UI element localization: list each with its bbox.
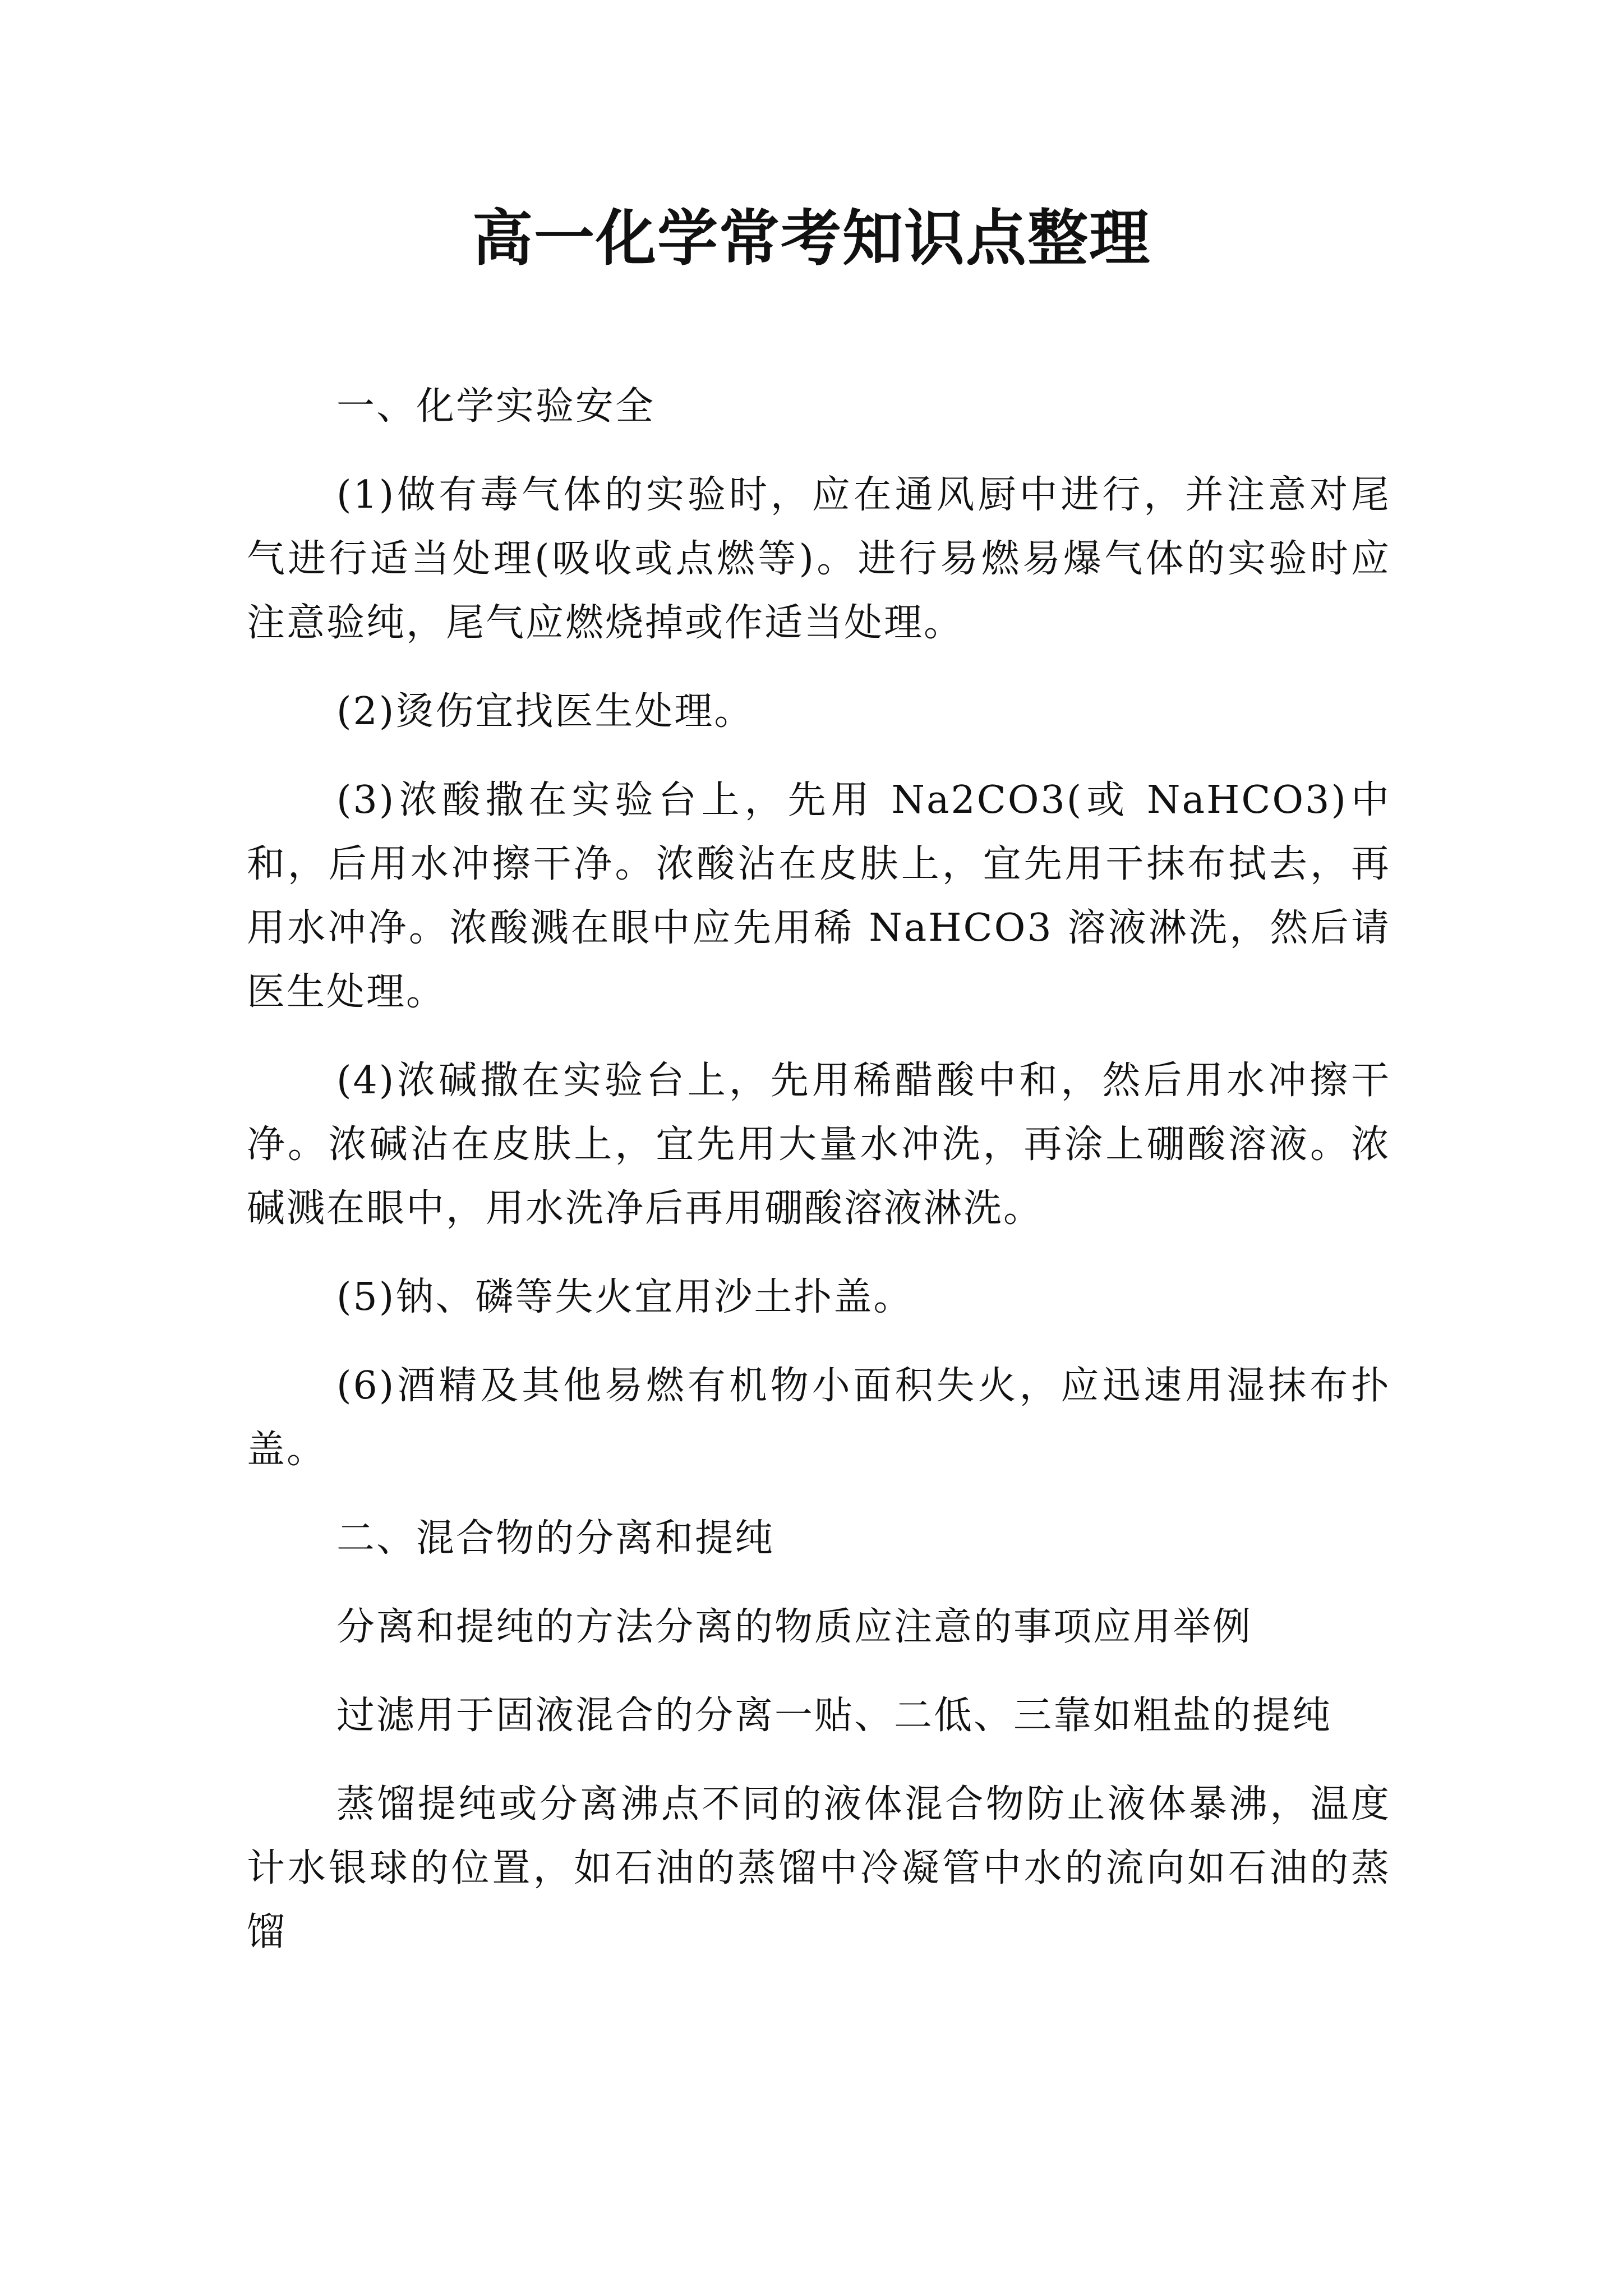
section-heading-separation: 二、混合物的分离和提纯 xyxy=(336,1516,775,1561)
document-title: 高一化学常考知识点整理 xyxy=(472,203,1151,274)
section-heading-lab-safety: 一、化学实验安全 xyxy=(336,384,656,429)
paragraph-filtration: 过滤用于固液混合的分离一贴、二低、三靠如粗盐的提纯 xyxy=(336,1694,1332,1738)
paragraph-burns: (2)烫伤宜找医生处理。 xyxy=(336,689,754,734)
paragraph-toxic-gas: (1)做有毒气体的实验时，应在通风厨中进行，并注意对尾气进行适当处理(吸收或点燃等)。进行易燃易爆气体的实验时应注意验纯，尾气应燃烧掉或作适当处理。 xyxy=(247,473,1391,645)
paragraph-alcohol-fire: (6)酒精及其他易燃有机物小面积失火，应迅速用湿抹布扑盖。 xyxy=(247,1364,1391,1472)
paragraph-acid-spill: (3)浓酸撒在实验台上，先用 Na2CO3(或 NaHCO3)中和，后用水冲擦干净。浓酸沾在皮肤上，宜先用干抹布拭去，再用水冲净。浓酸溅在眼中应先用稀 NaHCO3 溶液淋洗，然后请医生处理。 xyxy=(247,778,1391,1014)
document-body xyxy=(247,375,1391,1989)
paragraph-table-header: 分离和提纯的方法分离的物质应注意的事项应用举例 xyxy=(336,1605,1253,1649)
paragraph-alkali-spill: (4)浓碱撒在实验台上，先用稀醋酸中和，然后用水冲擦干净。浓碱沾在皮肤上，宜先用大量水冲洗，再涂上硼酸溶液。浓碱溅在眼中，用水洗净后再用硼酸溶液淋洗。 xyxy=(247,1059,1391,1231)
paragraph-distillation: 蒸馏提纯或分离沸点不同的液体混合物防止液体暴沸，温度计水银球的位置，如石油的蒸馏中冷凝管中水的流向如石油的蒸馏 xyxy=(247,1782,1391,1954)
paragraph-sodium-phosphorus-fire: (5)钠、磷等失火宜用沙土扑盖。 xyxy=(336,1275,914,1319)
